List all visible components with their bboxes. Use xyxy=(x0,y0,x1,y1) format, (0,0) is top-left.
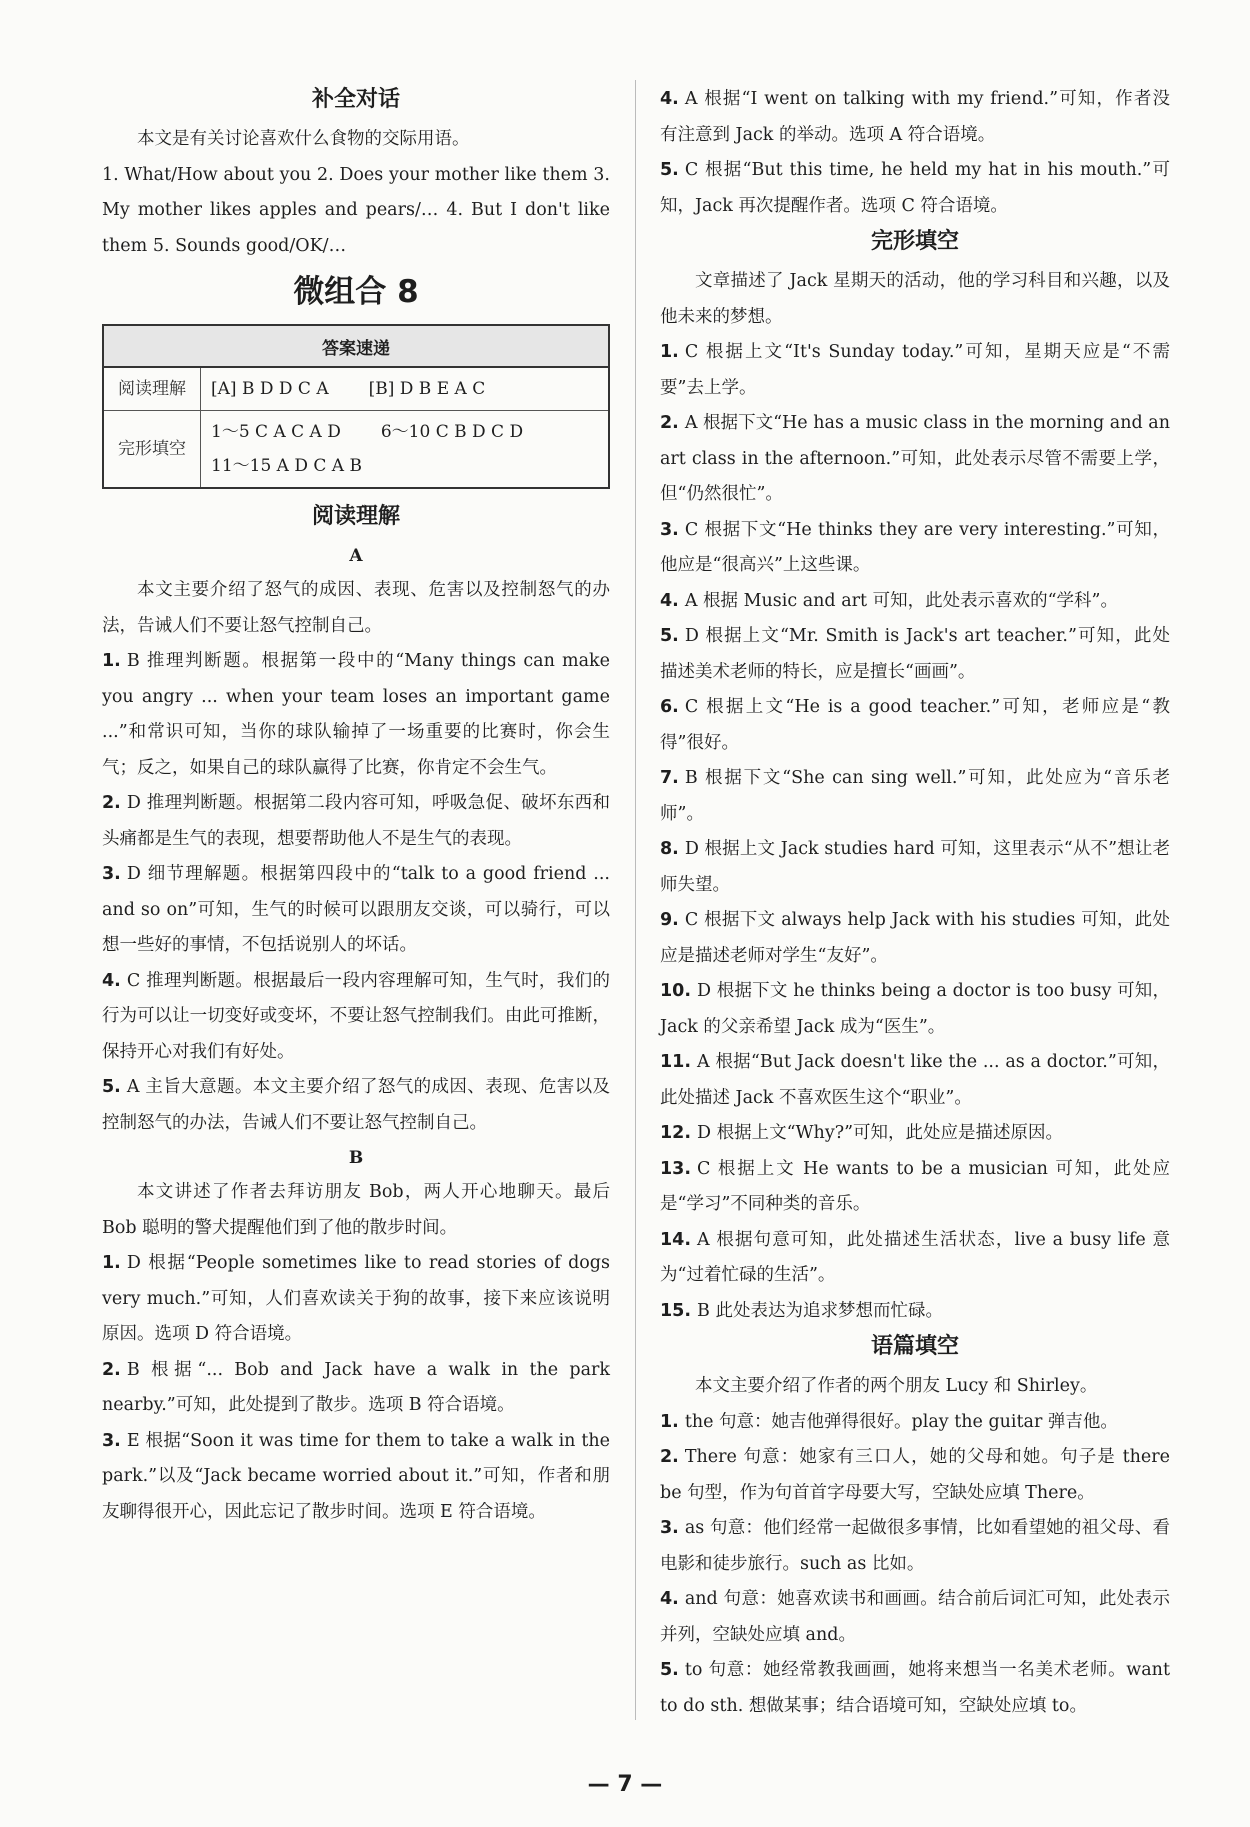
answer-number: 9. xyxy=(660,910,679,930)
answer-text: to 句意：她经常教我画画，她将来想当一名美术老师。want to do sth. 想做某事；结合语境可知，空缺处应填 to。 xyxy=(660,1660,1170,1716)
answer-text: C 根据上文 He wants to be a musician 可知，此处应是“学习”不同种类的音乐。 xyxy=(660,1158,1170,1214)
passage-label-b: B xyxy=(348,1148,364,1168)
answer-number: 5. xyxy=(660,1660,679,1680)
wxtk-answer-1: 1～5 C A C A D xyxy=(211,422,341,442)
answer-number: 4. xyxy=(660,590,679,611)
answer-number: 5. xyxy=(660,626,679,646)
answer-item xyxy=(660,406,1170,513)
answer-number: 5. xyxy=(102,1077,121,1097)
answer-item xyxy=(102,1424,610,1531)
answer-text: C 根据下文“He thinks they are very interesting.”可知，他应是“很高兴”上这些课。 xyxy=(660,519,1170,575)
answer-text: D 推理判断题。根据第二段内容可知，呼吸急促、破坏东西和头痛都是生气的表现，想要帮助他人不是生气的表现。 xyxy=(102,793,610,849)
answer-item xyxy=(660,974,1170,1045)
answer-number: 2. xyxy=(102,1359,121,1380)
answer-number: 8. xyxy=(660,839,679,859)
right-column xyxy=(660,82,1170,1724)
section-title-ydlj: 阅读理解 xyxy=(311,504,400,529)
passage-b-answers-cont xyxy=(660,82,1170,224)
answer-text: A 根据“I went on talking with my friend.”可知，作者没有注意到 Jack 的举动。选项 A 符合语境。 xyxy=(660,89,1170,145)
answer-number: 4. xyxy=(660,1589,679,1609)
answer-text: C 推理判断题。根据最后一段内容理解可知，生气时，我们的行为可以让一切变好或变坏，不要让怒气控制我们。由此可推断，保持开心对我们有好处。 xyxy=(102,970,610,1062)
answer-item xyxy=(102,644,610,786)
answer-item xyxy=(660,1440,1170,1511)
ypt-answers xyxy=(660,1405,1170,1725)
answer-item xyxy=(660,1582,1170,1653)
answer-number: 5. xyxy=(660,160,679,180)
left-column xyxy=(102,82,610,1530)
answer-item xyxy=(660,82,1170,153)
bqdh-answers: 1. What/How about you 2. Does your mother like them 3. My mother likes apples and pears/… 4. But I don't like them 5. Sounds good/OK/… xyxy=(102,164,610,256)
answer-number: 1. xyxy=(102,651,121,671)
answer-number: 6. xyxy=(660,697,679,717)
answer-item xyxy=(660,1511,1170,1582)
answer-item xyxy=(102,857,610,964)
section-title-ypt: 语篇填空 xyxy=(870,1334,959,1359)
answer-number: 4. xyxy=(102,970,121,991)
answer-item xyxy=(660,690,1170,761)
column-divider xyxy=(635,80,636,1720)
answer-text: C 根据上文“He is a good teacher.”可知，老师应是“教得”很好。 xyxy=(660,697,1170,753)
ydlj-answer-b: [B] D B E A C xyxy=(368,379,486,399)
answer-item xyxy=(660,335,1170,406)
answer-item xyxy=(660,584,1170,620)
answer-text: A 根据句意可知，此处描述生活状态，live a busy life 意为“过着忙碌的生活”。 xyxy=(660,1229,1170,1285)
answer-item xyxy=(660,153,1170,224)
answer-text: B 根据“... Bob and Jack have a walk in the park nearby.”可知，此处提到了散步。选项 B 符合语境。 xyxy=(102,1359,610,1415)
answer-number: 3. xyxy=(102,1430,121,1451)
answer-text: B 推理判断题。根据第一段中的“Many things can make you angry ... when your team loses an important game ...”和常识可知，当你的球队输掉了一场重要的比赛时，你会生气；反之，如果自己的球队赢得了比赛，你肯定不会生气。 xyxy=(102,651,610,778)
answer-number: 11. xyxy=(660,1052,692,1072)
answer-text: C 根据上文“It's Sunday today.”可知，星期天应是“不需要”去上学。 xyxy=(660,342,1170,398)
ypt-intro: 本文主要介绍了作者的两个朋友 Lucy 和 Shirley。 xyxy=(695,1376,1098,1396)
answer-number: 7. xyxy=(660,768,679,788)
answer-text: C 根据“But this time, he held my hat in his mouth.”可知，Jack 再次提醒作者。选项 C 符合语境。 xyxy=(660,160,1170,216)
answer-number: 2. xyxy=(102,793,121,813)
answer-item xyxy=(660,761,1170,832)
page-number: — 7 — xyxy=(587,1772,663,1797)
answer-item xyxy=(102,964,610,1071)
answer-item xyxy=(660,1294,1170,1330)
section-title-bqdh: 补全对话 xyxy=(311,87,400,112)
answer-text: B 根据下文“She can sing well.”可知，此处应为“音乐老师”。 xyxy=(660,768,1170,824)
wxtk-intro: 文章描述了 Jack 星期天的活动，他的学习科目和兴趣，以及他未来的梦想。 xyxy=(660,271,1170,327)
wxtk-answer-3: 11～15 A D C A B xyxy=(211,456,362,476)
answer-number: 4. xyxy=(660,89,679,109)
answer-item xyxy=(660,1116,1170,1152)
row-wxtk-answers xyxy=(201,411,610,489)
answer-number: 2. xyxy=(660,413,679,433)
answer-item xyxy=(660,1653,1170,1724)
row-label-ydlj: 阅读理解 xyxy=(103,367,201,411)
answer-text: B 此处表达为追求梦想而忙碌。 xyxy=(697,1300,943,1321)
answer-text: A 根据“But Jack doesn't like the ... as a doctor.”可知，此处描述 Jack 不喜欢医生这个“职业”。 xyxy=(660,1052,1170,1108)
passage-b-answers xyxy=(102,1246,610,1530)
answer-text: the 句意：她吉他弹得很好。play the guitar 弹吉他。 xyxy=(684,1411,1118,1432)
answer-number: 3. xyxy=(102,864,121,884)
answer-number: 10. xyxy=(660,981,692,1001)
answer-text: C 根据下文 always help Jack with his studies 可知，此处应是描述老师对学生“友好”。 xyxy=(660,910,1170,966)
passage-a-answers xyxy=(102,644,610,1141)
row-ydlj-answers xyxy=(201,367,610,411)
answer-text: D 根据下文 he thinks being a doctor is too busy 可知，Jack 的父亲希望 Jack 成为“医生”。 xyxy=(660,981,1170,1037)
answer-number: 15. xyxy=(660,1300,692,1321)
answer-number: 2. xyxy=(660,1447,679,1467)
answer-item xyxy=(660,1152,1170,1223)
wxtk-answers xyxy=(660,335,1170,1329)
answer-item xyxy=(102,786,610,857)
answer-table-header: 答案速递 xyxy=(103,325,609,367)
answer-number: 1. xyxy=(102,1253,121,1273)
answer-item xyxy=(660,513,1170,584)
answer-number: 13. xyxy=(660,1158,692,1179)
passage-a-intro: 本文主要介绍了怒气的成因、表现、危害以及控制怒气的办法，告诫人们不要让怒气控制自己。 xyxy=(102,580,610,636)
answer-number: 3. xyxy=(660,519,679,540)
answer-number: 3. xyxy=(660,1518,679,1538)
answer-text: D 根据“People sometimes like to read stories of dogs very much.”可知，人们喜欢读关于狗的故事，接下来应该说明原因。选项 D 符合语境。 xyxy=(102,1253,610,1344)
answer-number: 1. xyxy=(660,1411,679,1432)
passage-label-a: A xyxy=(349,546,363,566)
ydlj-answer-a: [A] B D D C A xyxy=(211,379,329,399)
answer-item xyxy=(660,832,1170,903)
answer-item xyxy=(660,903,1170,974)
answer-item xyxy=(660,1223,1170,1294)
answer-item xyxy=(102,1070,610,1141)
unit-title: 微组合 8 xyxy=(293,274,419,310)
answer-text: as 句意：他们经常一起做很多事情，比如看望她的祖父母、看电影和徒步旅行。such as 比如。 xyxy=(660,1518,1170,1574)
answer-text: D 根据上文“Mr. Smith is Jack's art teacher.”可知，此处描述美术老师的特长，应是擅长“画画”。 xyxy=(660,626,1170,682)
answer-item xyxy=(660,1045,1170,1116)
answer-text: and 句意：她喜欢读书和画画。结合前后词汇可知，此处表示并列，空缺处应填 and。 xyxy=(660,1589,1170,1645)
answer-number: 1. xyxy=(660,342,679,362)
answer-text: E 根据“Soon it was time for them to take a walk in the park.”以及“Jack became worried about it.”可知，作者和朋友聊得很开心，因此忘记了散步时间。选项 E 符合语境。 xyxy=(102,1430,610,1522)
bqdh-intro: 本文是有关讨论喜欢什么食物的交际用语。 xyxy=(137,129,470,149)
answer-item xyxy=(102,1246,610,1353)
answer-text: A 主旨大意题。本文主要介绍了怒气的成因、表现、危害以及控制怒气的办法，告诫人们不要让怒气控制自己。 xyxy=(102,1077,610,1133)
answer-item xyxy=(102,1353,610,1424)
wxtk-answer-2: 6～10 C B D C D xyxy=(380,422,524,442)
answer-text: There 句意：她家有三口人，她的父母和她。句子是 there be 句型，作为句首首字母要大写，空缺处应填 There。 xyxy=(660,1447,1170,1503)
passage-b-intro: 本文讲述了作者去拜访朋友 Bob，两人开心地聊天。最后 Bob 聪明的警犬提醒他们到了他的散步时间。 xyxy=(102,1182,610,1238)
answer-item xyxy=(660,619,1170,690)
answer-text: D 细节理解题。根据第四段中的“talk to a good friend ... and so on”可知，生气的时候可以跟朋友交谈，可以骑行，可以想一些好的事情，不包括说别人的坏话。 xyxy=(102,864,610,955)
answer-number: 14. xyxy=(660,1229,692,1250)
answer-text: D 根据上文“Why?”可知，此处应是描述原因。 xyxy=(697,1123,1064,1143)
section-title-wxtk: 完形填空 xyxy=(870,229,959,254)
answer-item xyxy=(660,1405,1170,1441)
answer-text: D 根据上文 Jack studies hard 可知，这里表示“从不”想让老师失望。 xyxy=(660,839,1170,895)
answer-text: A 根据 Music and art 可知，此处表示喜欢的“学科”。 xyxy=(684,590,1118,611)
answer-number: 12. xyxy=(660,1123,692,1143)
answer-text: A 根据下文“He has a music class in the morning and an art class in the afternoon.”可知，此处表示尽管不需要上学，但“仍然很忙”。 xyxy=(660,413,1170,504)
row-label-wxtk: 完形填空 xyxy=(103,411,201,489)
answer-table xyxy=(102,324,610,489)
